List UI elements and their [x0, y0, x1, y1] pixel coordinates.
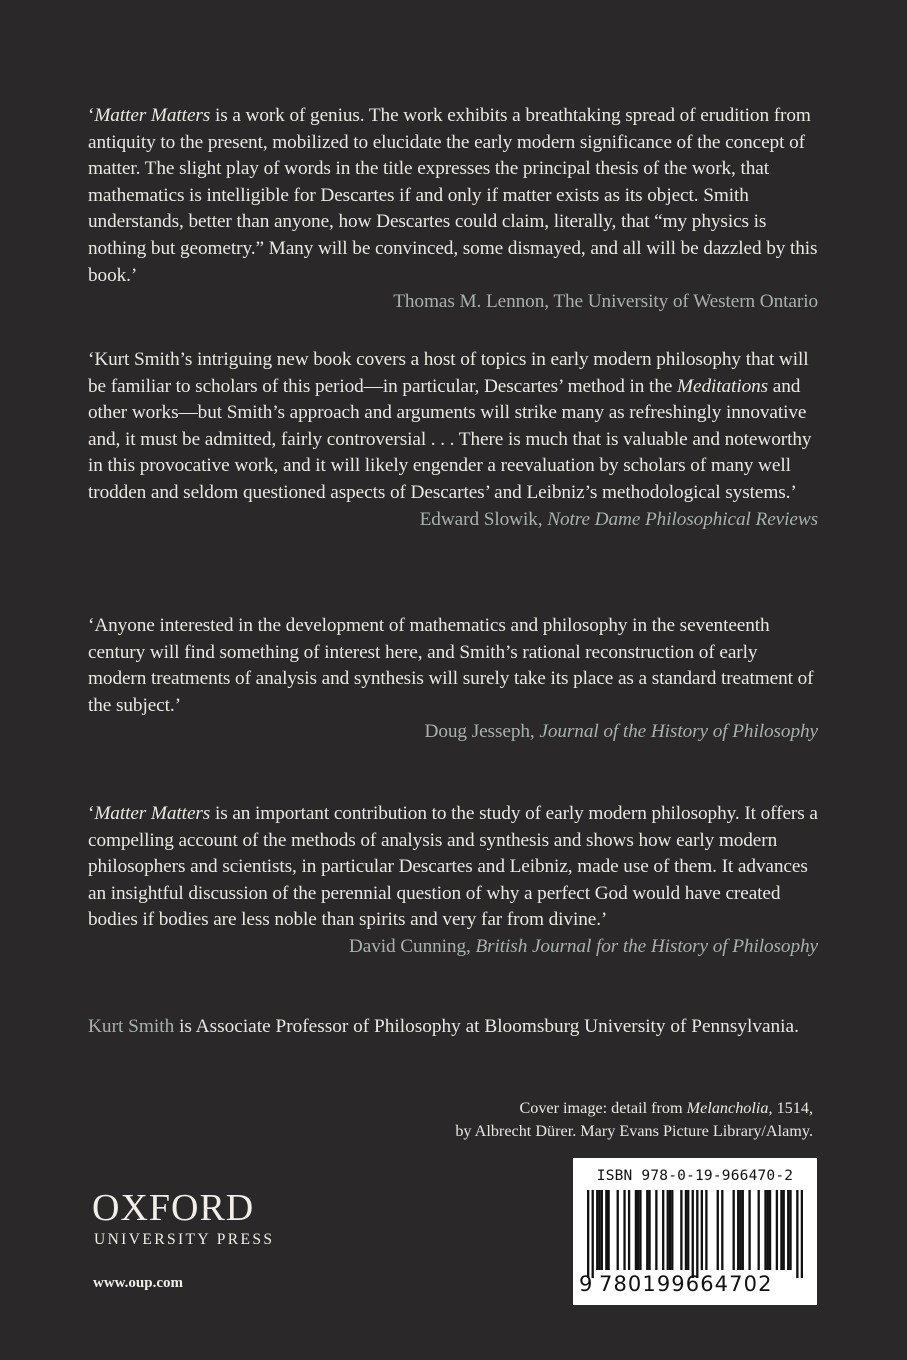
quote-text	[88, 103, 818, 289]
barcode-bar	[739, 1190, 741, 1270]
barcode-bar	[767, 1190, 769, 1270]
barcode-bar	[669, 1190, 671, 1270]
isbn-barcode	[573, 1158, 817, 1305]
quote-text	[88, 347, 818, 507]
barcode-bar	[705, 1190, 707, 1270]
publisher-subtitle: UNIVERSITY PRESS	[94, 1231, 275, 1248]
quote-body: is an important contribution to the study of early modern philosophy. It offers a compelling account of the methods of analysis and synthesis and shows how early modern philosophers and scientists, in particular Descartes and Leibniz, made use of them. It advances an insightful discussion of the perennial question of why a perfect God would have created bodies if bodies are less noble than spirits and very far from divine.’	[88, 803, 818, 931]
barcode-bar	[796, 1190, 798, 1278]
barcode-bar	[685, 1190, 687, 1270]
barcode-bar	[769, 1190, 771, 1270]
barcode-bar	[637, 1190, 639, 1270]
publication: Journal of the History of Philosophy	[539, 721, 818, 743]
reviewer: David Cunning,	[348, 935, 476, 957]
quote-body: ‘Kurt Smith’s intriguing new book covers a host of topics in early modern philosophy that will be familiar to scholars of this period—in particular, Descartes’ method in the	[88, 349, 809, 397]
review-quote-1	[88, 103, 818, 316]
publisher-url[interactable]: www.oup.com	[93, 1275, 184, 1291]
publication: British Journal for the History of Philosophy	[475, 935, 818, 957]
barcode-bar	[592, 1190, 594, 1278]
ean-first-digit: 9	[579, 1272, 594, 1296]
publication: Notre Dame Philosophical Reviews	[547, 508, 818, 530]
review-quote-2	[88, 347, 818, 533]
barcode-bar	[635, 1190, 637, 1270]
barcode-bar	[687, 1190, 689, 1270]
barcode-bar	[787, 1190, 789, 1270]
barcode-bar	[789, 1190, 791, 1270]
quote-attribution	[88, 507, 818, 534]
barcode-bar	[737, 1190, 739, 1270]
book-title: Matter Matters	[94, 105, 211, 126]
barcode-bar	[601, 1190, 603, 1270]
author-bio	[88, 1014, 818, 1041]
barcode-bar	[742, 1190, 744, 1270]
quote-mark: ‘	[88, 105, 95, 126]
book-title: Matter Matters	[94, 803, 211, 824]
barcode-bar	[598, 1190, 600, 1270]
barcode-bar	[596, 1190, 598, 1270]
barcode-bar	[783, 1190, 785, 1270]
barcode-bar	[764, 1190, 766, 1270]
isbn-label: ISBN 978-0-19-966470-2	[596, 1168, 794, 1184]
barcode-bar	[696, 1190, 698, 1278]
publisher-logo	[92, 1188, 274, 1250]
quote-mark: ‘	[88, 803, 95, 824]
quote-body: is a work of genius. The work exhibits a breathtaking spread of erudition from antiquity to the present, mobilized to elucidate the early modern significance of the concept of matter. The slight play of words in the title expresses the principal thesis of the work, that mathematics is intelligible for Descartes if and only if matter exists as its object. Smith understands, better than anyone, how Descartes could claim, literally, that “my physics is nothing but geometry.” Many will be convinced, some dismayed, and all will be dazzled by this book.’	[88, 105, 818, 286]
author-bio-text: is Associate Professor of Philosophy at Bloomsburg University of Pennsylvania.	[174, 1016, 799, 1037]
ean-remaining-digits: 780199664702	[599, 1272, 773, 1296]
barcode-bar	[617, 1190, 619, 1270]
barcode-bar	[680, 1190, 682, 1270]
barcode-bar	[748, 1190, 750, 1270]
barcode-bars	[587, 1190, 803, 1278]
barcode-bar	[801, 1190, 803, 1278]
barcode-bar	[639, 1190, 641, 1270]
quote-attribution	[88, 289, 818, 316]
barcode-bar	[721, 1190, 723, 1270]
barcode-bar	[667, 1190, 669, 1270]
barcode-bar	[628, 1190, 630, 1270]
credit-line-2: by Albrecht Dürer. Mary Evans Picture Library/Alamy.	[455, 1121, 813, 1140]
barcode-bar	[648, 1190, 650, 1270]
quote-body: and other works—but Smith’s approach and arguments will strike many as refreshingly innovative and, it must be admitted, fairly controversial . . . There is much that is valuable and noteworthy in this provocative work, and it will likely engender a reevaluation by scholars of many well trodden and seldom questioned aspects of Descartes’ and Leibniz’s methodological systems.’	[88, 375, 812, 503]
barcode-bar	[623, 1190, 625, 1270]
quote-text	[88, 801, 818, 934]
credit-suffix: , 1514,	[768, 1099, 813, 1117]
artwork-title: Melancholia	[686, 1099, 769, 1117]
work-title: Meditations	[677, 375, 769, 397]
author-name: Kurt Smith	[88, 1016, 175, 1037]
barcode-bar	[717, 1190, 719, 1270]
barcode-bar	[671, 1190, 673, 1270]
credit-prefix: Cover image: detail from	[519, 1099, 687, 1117]
review-quote-4	[88, 801, 818, 961]
barcode-bar	[780, 1190, 782, 1270]
barcode-bar	[758, 1190, 760, 1270]
reviewer: Thomas M. Lennon, The University of Western Ontario	[393, 291, 818, 313]
reviewer: Doug Jesseph,	[424, 721, 540, 743]
quote-attribution	[88, 719, 818, 746]
barcode-bar	[646, 1190, 648, 1270]
publisher-name: OXFORD	[92, 1187, 255, 1229]
quote-attribution	[88, 934, 818, 961]
quote-text: ‘Anyone interested in the development of mathematics and philosophy in the seventeenth century will find something of interest here, and Smith’s rational reconstruction of early modern treatments of analysis and synthesis will surely take its place as a standard treatment of the subject.’	[88, 615, 814, 716]
review-quote-3	[88, 613, 818, 746]
barcode-bar	[655, 1190, 657, 1270]
barcode-bar	[776, 1190, 778, 1270]
reviewer: Edward Slowik,	[419, 508, 548, 530]
barcode-bar	[605, 1190, 607, 1270]
barcode-bar	[692, 1190, 694, 1278]
barcode-bar	[701, 1190, 703, 1270]
barcode-bar	[587, 1190, 589, 1278]
barcode-bar	[662, 1190, 664, 1270]
cover-credit	[453, 1097, 813, 1142]
barcode-bar	[607, 1190, 609, 1270]
barcode-bar	[733, 1190, 735, 1270]
